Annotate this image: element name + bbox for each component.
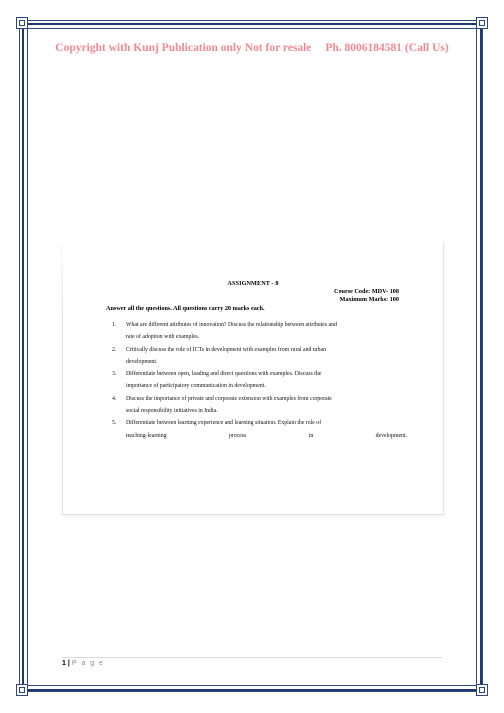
question-word: in bbox=[308, 432, 314, 439]
question-line: importance of participatory communication in development. bbox=[126, 383, 266, 390]
assignment-scan bbox=[62, 242, 444, 515]
assignment-title: ASSIGNMENT - 8 bbox=[227, 280, 279, 287]
question-list bbox=[109, 319, 407, 442]
question-item bbox=[109, 319, 407, 344]
question-line: development. bbox=[126, 358, 158, 365]
corner-ornament-bottom-right bbox=[476, 684, 488, 696]
question-number: 5. bbox=[112, 420, 117, 427]
question-line: Discuss the importance of private and corporate extension with examples from corporate bbox=[126, 395, 332, 402]
copyright-text: Copyright with Kunj Publication only Not for resale bbox=[55, 42, 312, 54]
question-line: Differentiate between open, leading and direct questions with examples. Discuss the bbox=[126, 371, 322, 378]
page-footer bbox=[62, 660, 104, 667]
question-word: teaching-learning bbox=[126, 432, 167, 439]
question-word: process bbox=[228, 432, 247, 439]
question-item bbox=[109, 368, 407, 393]
maximum-marks: Maximum Marks: 100 bbox=[339, 296, 399, 303]
question-item bbox=[109, 417, 407, 442]
question-word: development. bbox=[375, 432, 407, 439]
page-number: 1 bbox=[62, 660, 66, 667]
question-number: 1. bbox=[112, 322, 117, 328]
question-number: 4. bbox=[112, 395, 117, 402]
question-number: 2. bbox=[112, 346, 117, 353]
question-line: social responsibility initiatives in India. bbox=[126, 408, 218, 415]
page-label: P a g e bbox=[71, 660, 105, 667]
footer-separator: | bbox=[67, 660, 70, 667]
course-code: Course Code: MDV- 108 bbox=[333, 288, 399, 295]
copyright-header bbox=[0, 42, 504, 54]
question-line: rate of adoption with examples. bbox=[126, 334, 200, 341]
footer-divider bbox=[62, 657, 442, 658]
phone-text: Ph. 8006184581 (Call Us) bbox=[325, 42, 449, 54]
question-line: Critically discuss the role of ICTs in development with examples from rural and urban bbox=[126, 346, 327, 353]
question-line: What are different attributes of innovation? Discuss the relationship between attributes and bbox=[126, 322, 337, 328]
question-item bbox=[109, 393, 407, 418]
instructions: Answer all the questions. All questions carry 20 marks each. bbox=[106, 305, 265, 312]
question-line-justified bbox=[126, 430, 407, 442]
question-number: 3. bbox=[112, 371, 117, 378]
question-item bbox=[109, 344, 407, 369]
question-line: Differentiate between learning experience and learning situation. Explain the role of bbox=[126, 420, 322, 427]
corner-ornament-top-right bbox=[476, 17, 488, 29]
corner-ornament-bottom-left bbox=[16, 684, 28, 696]
corner-ornament-top-left bbox=[16, 17, 28, 29]
